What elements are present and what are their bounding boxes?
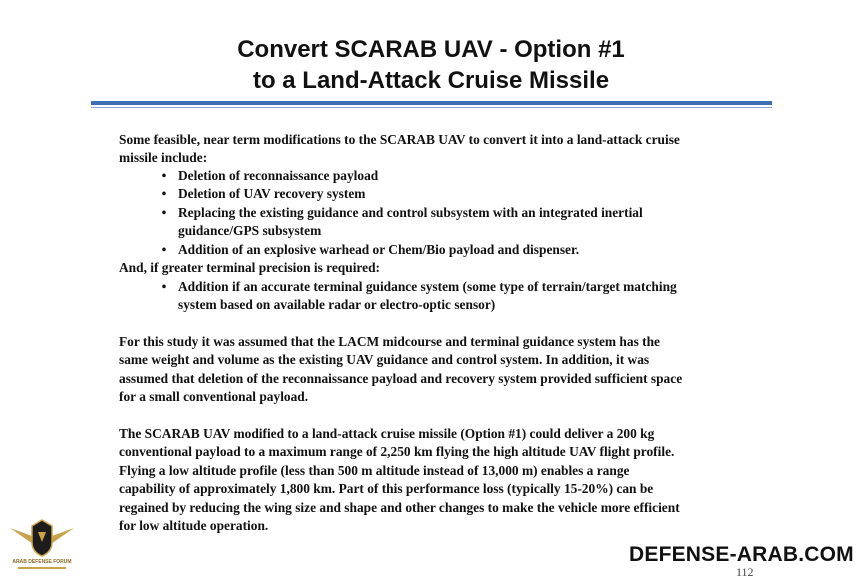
paragraph2-line: For this study it was assumed that the LACM midcourse and terminal guidance system has the bbox=[119, 334, 660, 349]
page-number: 112 bbox=[736, 565, 754, 579]
precision-intro: And, if greater terminal precision is required: bbox=[119, 260, 380, 275]
bullet-icon: • bbox=[161, 279, 167, 294]
bullet-item: Replacing the existing guidance and control subsystem with an integrated inertial bbox=[178, 205, 643, 220]
slide-title-line1: Convert SCARAB UAV - Option #1 bbox=[237, 36, 625, 63]
bullet-icon: • bbox=[161, 205, 167, 220]
bullet-item: Deletion of reconnaissance payload bbox=[178, 168, 379, 183]
logo-caption: ARAB DEFENSE FORUM bbox=[12, 559, 72, 565]
title-divider-thin bbox=[91, 107, 772, 108]
watermark-text: DEFENSE-ARAB.COM bbox=[629, 543, 854, 566]
bullet-item-continuation: system based on available radar or electro-optic sensor) bbox=[178, 297, 496, 312]
bullet-item: Addition if an accurate terminal guidance system (some type of terrain/target matching bbox=[178, 279, 677, 294]
bullet-item: Deletion of UAV recovery system bbox=[178, 186, 366, 201]
bullet-icon: • bbox=[161, 242, 167, 257]
paragraph3-line: The SCARAB UAV modified to a land-attack cruise missile (Option #1) could deliver a 200 kg bbox=[119, 426, 655, 441]
bullet-item-continuation: guidance/GPS subsystem bbox=[178, 223, 322, 238]
slide-title-line2: to a Land-Attack Cruise Missile bbox=[252, 67, 610, 94]
paragraph2-line: same weight and volume as the existing UAV guidance and control system. In addition, it was bbox=[119, 352, 650, 367]
forum-logo bbox=[2, 512, 82, 574]
title-divider bbox=[91, 101, 772, 105]
paragraph3-line: conventional payload to a maximum range of 2,250 km flying the high altitude UAV flight profile. bbox=[119, 444, 675, 459]
bullet-icon: • bbox=[161, 168, 167, 183]
paragraph3-line: Flying a low altitude profile (less than 500 m altitude instead of 13,000 m) enables a range bbox=[119, 463, 630, 478]
paragraph3-line: capability of approximately 1,800 km. Part of this performance loss (typically 15-20%) can be bbox=[119, 481, 654, 496]
intro-text-line1: Some feasible, near term modifications to the SCARAB UAV to convert it into a land-attack cruise bbox=[119, 132, 680, 147]
bullet-item: Addition of an explosive warhead or Chem/Bio payload and dispenser. bbox=[178, 242, 580, 257]
eagle-shield-icon bbox=[2, 512, 82, 574]
paragraph2-line: for a small conventional payload. bbox=[119, 389, 309, 404]
intro-text-line2: missile include: bbox=[119, 150, 208, 165]
paragraph3-line: for low altitude operation. bbox=[119, 518, 269, 533]
bullet-icon: • bbox=[161, 186, 167, 201]
paragraph2-line: assumed that deletion of the reconnaissance payload and recovery system provided sufficient space bbox=[119, 371, 683, 386]
paragraph3-line: regained by reducing the wing size and shape and other changes to make the vehicle more efficient bbox=[119, 500, 680, 515]
